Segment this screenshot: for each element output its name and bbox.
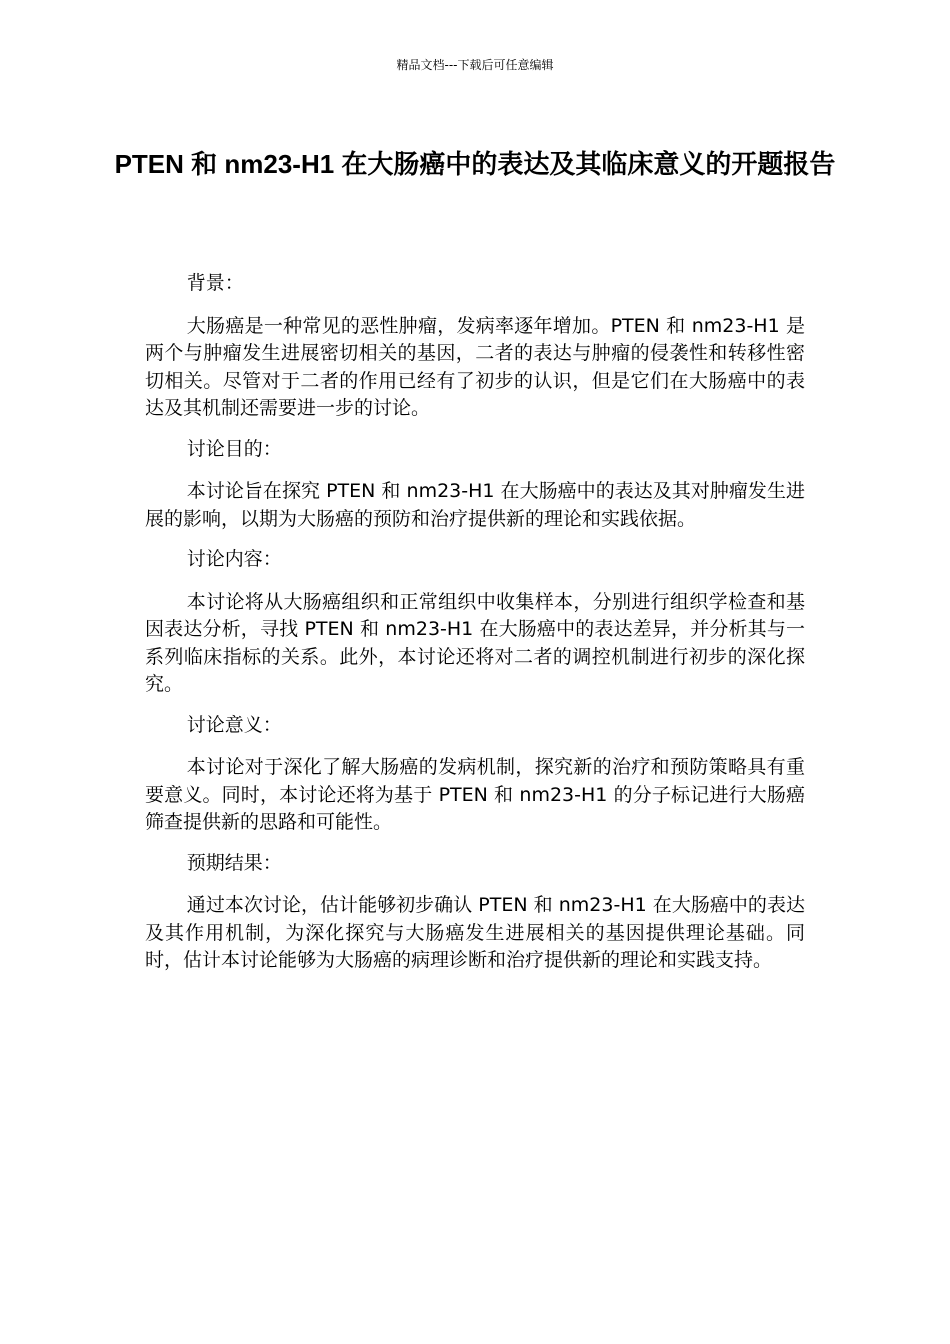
- section-heading-content: 讨论内容：: [186, 548, 282, 570]
- section-paragraph-content: 本讨论将从大肠癌组织和正常组织中收集样本，分别进行组织学检查和基因表达分析，寻找 PTEN 和 nm23-H1 在大肠癌中的表达差异，并分析其与一系列临床指标的关系。此外，本讨论还将对二者的调控机制进行初步的深化探究。: [145, 590, 805, 695]
- section-paragraph-background: 大肠癌是一种常见的恶性肿瘤，发病率逐年增加。PTEN 和 nm23-H1 是两个与肿瘤发生进展密切相关的基因，二者的表达与肿瘤的侵袭性和转移性密切相关。尽管对于二者的作用已经有了初步的认识，但是它们在大肠癌中的表达及其机制还需要进一步的讨论。: [145, 314, 805, 419]
- section-paragraph-purpose: 本讨论旨在探究 PTEN 和 nm23-H1 在大肠癌中的表达及其对肿瘤发生进展的影响，以期为大肠癌的预防和治疗提供新的理论和实践依据。: [145, 480, 805, 530]
- section-heading-purpose: 讨论目的：: [186, 437, 282, 460]
- header-note: 精品文档---下载后可任意编辑: [396, 58, 554, 72]
- section-heading-significance: 讨论意义：: [186, 713, 282, 736]
- document-title: PTEN 和 nm23-H1 在大肠癌中的表达及其临床意义的开题报告: [114, 149, 836, 179]
- section-heading-expected-results: 预期结果：: [186, 851, 282, 874]
- section-heading-background: 背景：: [186, 272, 244, 294]
- section-paragraph-expected-results: 通过本次讨论，估计能够初步确认 PTEN 和 nm23-H1 在大肠癌中的表达及其作用机制，为深化探究与大肠癌发生进展相关的基因提供理论基础。同时，估计本讨论能够为大肠癌的病理诊断和治疗提供新的理论和实践支持。: [145, 894, 805, 971]
- document-body: [145, 270, 805, 988]
- section-paragraph-significance: 本讨论对于深化了解大肠癌的发病机制，探究新的治疗和预防策略具有重要意义。同时，本讨论还将为基于 PTEN 和 nm23-H1 的分子标记进行大肠癌筛查提供新的思路和可能性。: [145, 756, 805, 833]
